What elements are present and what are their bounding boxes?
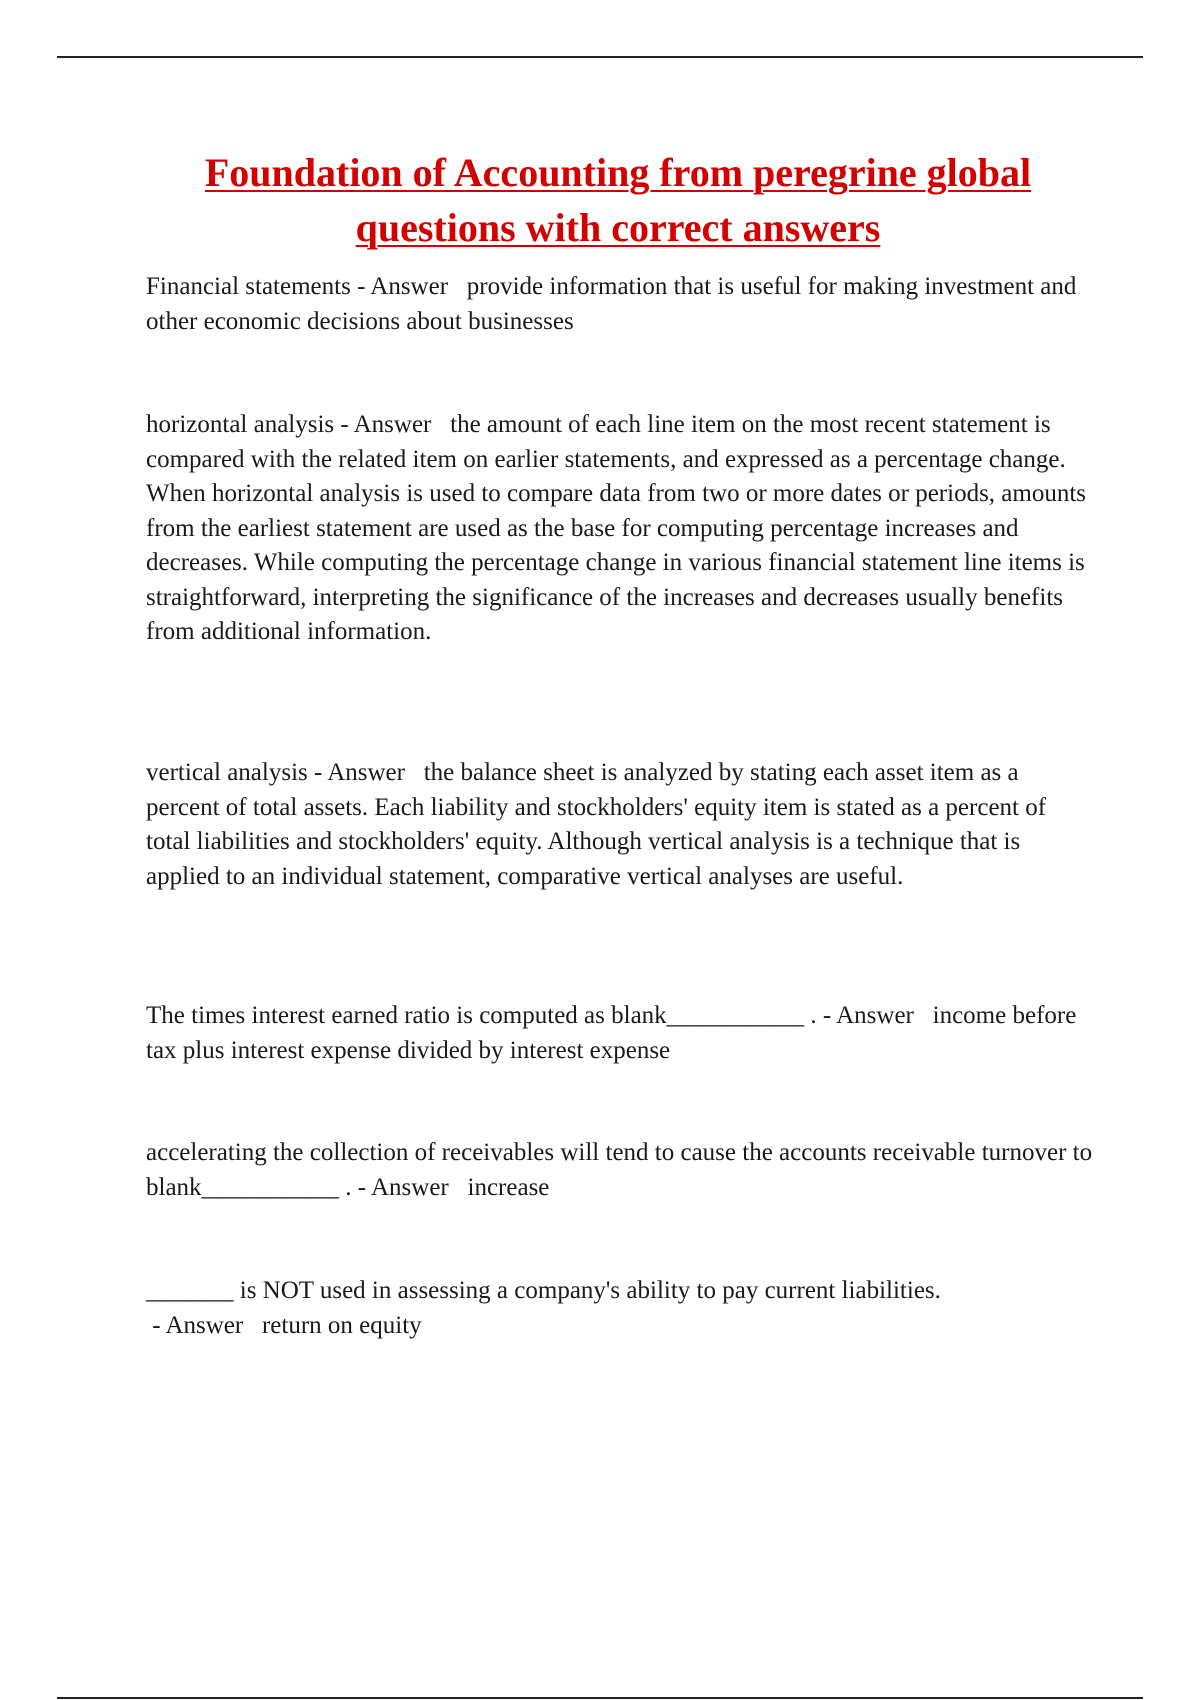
answer-separator: - Answer	[146, 1311, 262, 1339]
flashcard-entry	[146, 270, 1096, 339]
bottom-horizontal-rule	[57, 1697, 1143, 1699]
entry-answer: return on equity	[261, 1311, 422, 1339]
document-title: Foundation of Accounting from peregrine global questions with correct answers	[204, 150, 1032, 250]
entry-term: The times interest earned ratio is computed as blank___________ .	[146, 1002, 817, 1029]
answer-separator: - Answer	[307, 759, 424, 786]
answer-separator: - Answer	[334, 411, 451, 438]
entry-term: Financial statements	[146, 273, 351, 300]
entry-term: vertical analysis	[146, 759, 308, 786]
answer-separator: - Answer	[350, 273, 467, 300]
top-horizontal-rule	[57, 56, 1143, 58]
flashcard-entry	[146, 756, 1096, 894]
entry-term: _______ is NOT used in assessing a company's ability to pay current liabilities.	[146, 1277, 941, 1304]
answer-separator: - Answer	[816, 1002, 933, 1029]
flashcard-entry	[146, 1136, 1096, 1205]
entry-term: horizontal analysis	[146, 411, 335, 438]
entry-answer: the balance sheet is analyzed by stating each asset item as a percent of total assets. Each liability and stockholders' equity item is stated as a percent of total liabilities and stockholders' equity. Although vertical analysis is a technique that is applied to an individual statement, comparative vertical analyses are useful.	[146, 759, 1047, 890]
entry-answer: provide information that is useful for making investment and other economic decisions about businesses	[146, 273, 1077, 335]
flashcard-entry	[146, 1274, 1096, 1343]
entry-answer: the amount of each line item on the most recent statement is compared with the related item on earlier statements, and expressed as a percentage change. When horizontal analysis is used to compare data from two or more dates or periods, amounts from the earliest statement are used as the base for computing percentage increases and decreases. While computing the percentage change in various financial statement line items is straightforward, interpreting the significance of the increases and decreases usually benefits from additional information.	[146, 411, 1087, 645]
flashcard-entry	[146, 999, 1096, 1068]
entry-term: accelerating the collection of receivables will tend to cause the accounts receivable turnover to blank___________ .	[146, 1139, 1093, 1201]
flashcard-entry	[146, 408, 1096, 650]
entry-answer: increase	[467, 1173, 550, 1201]
entry-answer: income before tax plus interest expense divided by interest expense	[146, 1002, 1077, 1064]
answer-separator: - Answer	[351, 1173, 468, 1201]
